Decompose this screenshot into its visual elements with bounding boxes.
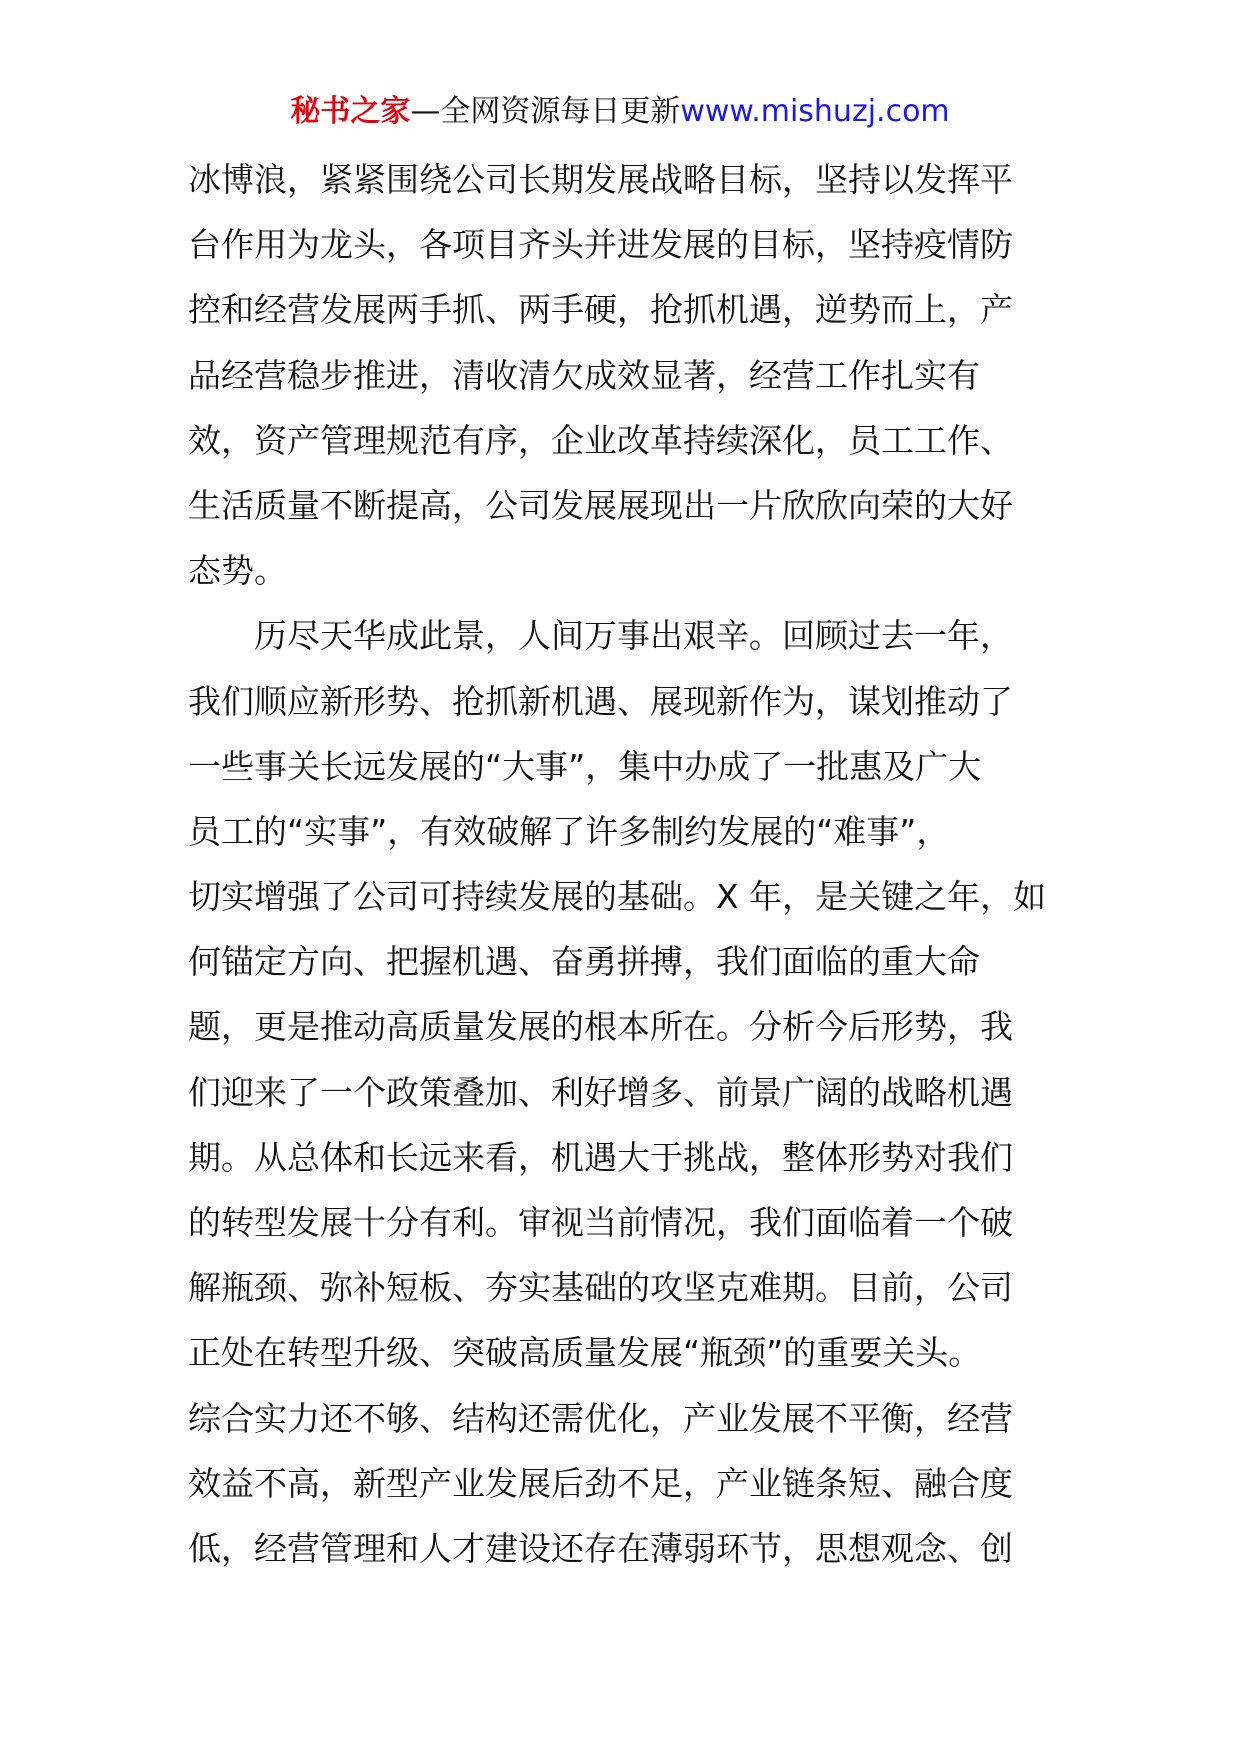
body-line: 控和经营发展两手抓、两手硬，抢抓机遇，逆势而上，产 xyxy=(188,290,1013,330)
body-line: 历尽天华成此景，人间万事出艰辛。回顾过去一年， xyxy=(188,616,1013,656)
body-line: 态势。 xyxy=(188,551,287,591)
body-line: 员工的“实事”，有效破解了许多制约发展的“难事”， xyxy=(188,811,950,851)
body-line: 品经营稳步推进，清收清欠成效显著，经营工作扎实有 xyxy=(188,355,980,395)
document-body xyxy=(188,147,1053,1581)
body-line: 综合实力还不够、结构还需优化，产业发展不平衡，经营 xyxy=(188,1398,1013,1438)
body-line: 台作用为龙头，各项目齐头并进发展的目标，坚持疫情防 xyxy=(188,225,1013,265)
body-line: 何锚定方向、把握机遇、奋勇拼搏，我们面临的重大命 xyxy=(188,942,980,982)
body-line: 期。从总体和长远来看，机遇大于挑战，整体形势对我们 xyxy=(188,1137,1013,1177)
body-line: 正处在转型升级、突破高质量发展“瓶颈”的重要关头。 xyxy=(188,1333,982,1373)
body-line: 的转型发展十分有利。审视当前情况，我们面临着一个破 xyxy=(188,1203,1013,1242)
body-line: 低，经营管理和人才建设还存在薄弱环节，思想观念、创 xyxy=(188,1528,1013,1568)
site-brand: 秘书之家 xyxy=(290,94,411,129)
body-line: 我们顺应新形势、抢抓新机遇、展现新作为，谋划推动了 xyxy=(188,681,1013,721)
body-line: 题，更是推动高质量发展的根本所在。分析今后形势，我 xyxy=(188,1007,1013,1047)
body-line: 效益不高，新型产业发展后劲不足，产业链条短、融合度 xyxy=(188,1463,1013,1503)
body-line: 生活质量不断提高，公司发展展现出一片欣欣向荣的大好 xyxy=(188,485,1013,525)
body-line: 冰博浪，紧紧围绕公司长期发展战略目标，坚持以发挥平 xyxy=(188,160,1013,199)
body-line: 切实增强了公司可持续发展的基础。X 年，是关键之年，如 xyxy=(188,877,1047,917)
site-tagline: —全网资源每日更新 xyxy=(410,94,681,129)
site-url[interactable]: www.mishuzj.com xyxy=(680,94,950,129)
page-header xyxy=(0,92,1240,132)
body-line: 解瓶颈、弥补短板、夯实基础的攻坚克难期。目前，公司 xyxy=(188,1268,1013,1308)
body-line: 一些事关长远发展的“大事”，集中办成了一批惠及广大 xyxy=(188,746,982,786)
body-line: 们迎来了一个政策叠加、利好增多、前景广阔的战略机遇 xyxy=(188,1072,1013,1112)
body-line: 效，资产管理规范有序，企业改革持续深化，员工工作、 xyxy=(188,420,1013,460)
